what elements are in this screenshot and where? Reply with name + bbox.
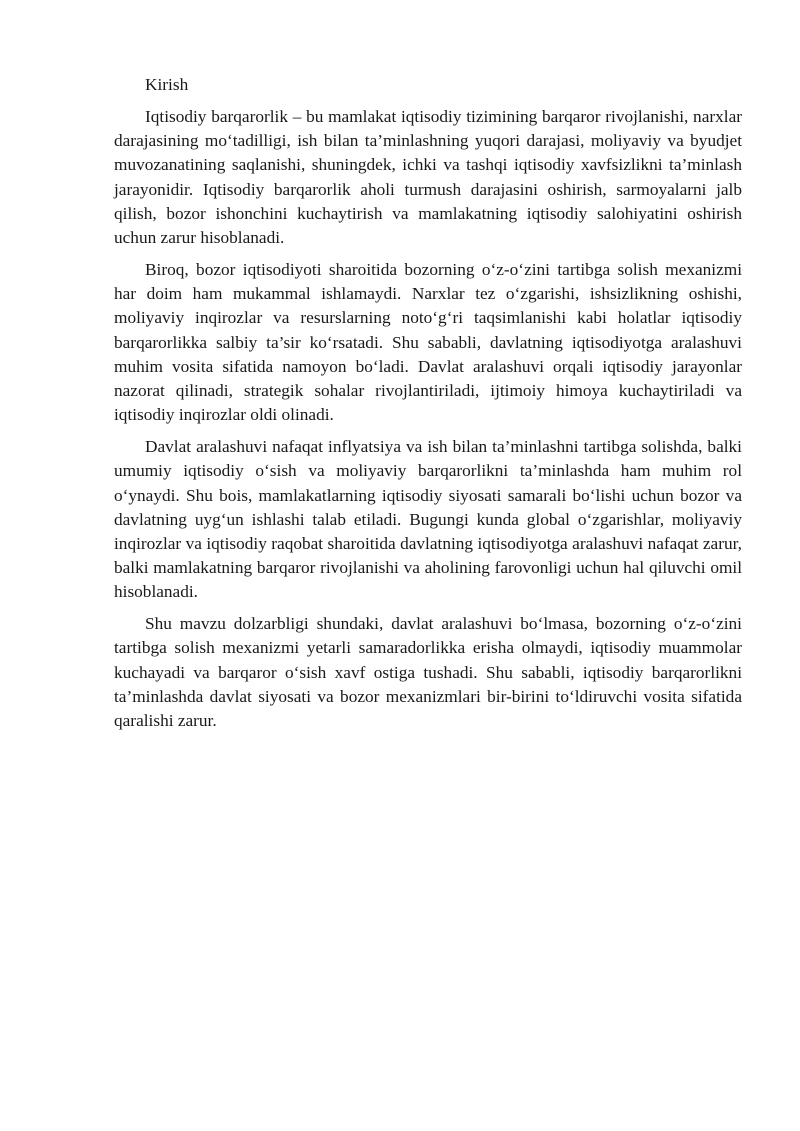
paragraph-1: Iqtisodiy barqarorlik – bu mamlakat iqtisodiy tizimining barqaror rivojlanishi, narxlar darajasining mo‘tadilligi, ish bilan ta’minlashning yuqori darajasi, moliyaviy va byudjet muvozanatining saqlanishi, shuningdek, ichki va tashqi iqtisodiy xavfsizlikni ta’minlash jarayonidir. Iqtisodiy barqarorlik aholi turmush darajasini oshirish, sarmoyalarni jalb qilish, bozor ishonchini kuchaytirish va mamlakatning iqtisodiy salohiyatini oshirish uchun zarur hisoblanadi. bbox=[114, 107, 742, 247]
section-heading: Kirish bbox=[145, 75, 189, 94]
paragraph-4: Shu mavzu dolzarbligi shundaki, davlat aralashuvi bo‘lmasa, bozorning o‘z-o‘zini tartibga solish mexanizmi yetarli samaradorlikka erisha olmaydi, iqtisodiy muammolar kuchayadi va barqaror o‘sish xavf ostiga tushadi. Shu sababli, iqtisodiy barqarorlikni ta’minlashda davlat siyosati va bozor mexanizmlari bir-birini to‘ldiruvchi vosita sifatida qaralishi zarur. bbox=[114, 614, 742, 730]
paragraph-3: Davlat aralashuvi nafaqat inflyatsiya va ish bilan ta’minlashni tartibga solishda, balki umumiy iqtisodiy o‘sish va moliyaviy barqarorlikni ta’minlashda ham muhim rol o‘ynaydi. Shu bois, mamlakatlarning iqtisodiy siyosati samarali bo‘lishi uchun bozor va davlatning uyg‘un ishlashi talab etiladi. Bugungi kunda global o‘zgarishlar, moliyaviy inqirozlar va iqtisodiy raqobat sharoitida davlatning iqtisodiyotga aralashuvi nafaqat zarur, balki mamlakatning barqaror rivojlanishi va aholining farovonligi uchun hal qiluvchi omil hisoblanadi. bbox=[114, 437, 742, 602]
paragraph-2: Biroq, bozor iqtisodiyoti sharoitida bozorning o‘z-o‘zini tartibga solish mexanizmi har doim ham mukammal ishlamaydi. Narxlar tez o‘zgarishi, ishsizlikning oshishi, moliyaviy inqirozlar va resurslarning noto‘g‘ri taqsimlanishi kabi holatlar iqtisodiy barqarorlikka salbiy ta’sir ko‘rsatadi. Shu sababli, davlatning iqtisodiyotga aralashuvi muhim vosita sifatida namoyon bo‘ladi. Davlat aralashuvi orqali iqtisodiy jarayonlar nazorat qilinadi, strategik sohalar rivojlantiriladi, ijtimoiy himoya kuchaytiriladi va iqtisodiy inqirozlar oldi olinadi. bbox=[114, 260, 742, 425]
document-page bbox=[114, 73, 742, 741]
